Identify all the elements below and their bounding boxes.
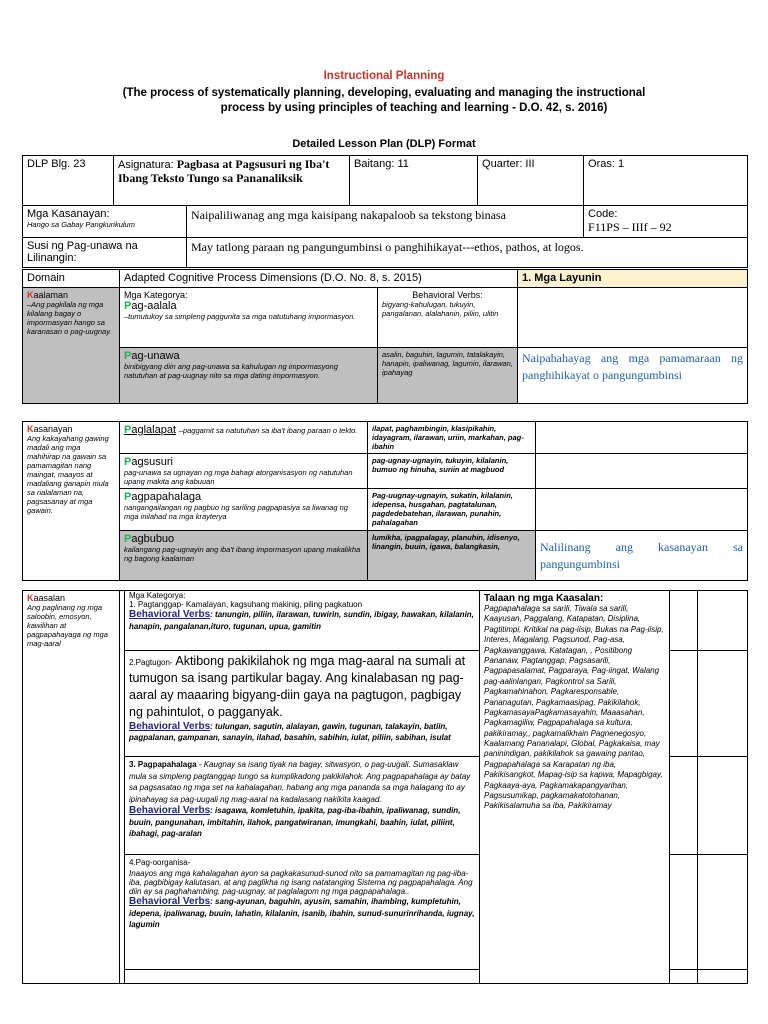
paglalapat-desc: –paggamit sa natutuhan sa iba't ibang paraan o tekto. [178,426,358,435]
kaasalan-grid-2a [670,651,698,757]
document-description [0,86,768,116]
talaan-cell [480,591,670,984]
pag-unawa-layunin: Naipahahayag ang mga pamamaraan ng panghihikayat o pangungumbinsi [518,348,748,404]
pagsusuri-desc: pag-unawa sa ugnayan ng mga bahagi atorganisasyon ng natutuhan upang makita ang kabuuan [124,468,353,486]
kaasalan-grid-1b [698,591,748,651]
pag-oorganisa-bv-label: Behavioral Verbs [129,896,211,908]
kaasalan-grid-4b [698,855,748,970]
kaalaman-desc: –Ang pagkilala ng mga kilalang bagay o impormasyan hango sa karanasan o pag-uugnay. [27,300,112,336]
pagsusuri-cell [120,454,368,489]
pagbubuo-desc: kailangang pag-ugnayin ang iba't ibang impormasyon upang makalikha ng bagong kaalaman [124,545,361,563]
pagpapahalaga-k-title: 3. Pagpapahalaga [129,760,197,769]
pag-aalala-verbs: bigyang-kahulugan, tukuyin, pangalanan, alalahanin, piliin, ulitin [382,300,499,318]
code-cell [584,206,748,238]
kasanayan-table [22,421,748,581]
talaan-text: Pagpapahalaga sa sarili, Tiwala sa sarili, Kaayusan, Paggalang, Katapatan, Disiplina, Pagtitimpi, Kritikal na pag-iisip, Bukas na Pag-iisip, Interes, Magalang, Pagsunod, Pag-asa, Pagkawanggawa, Katatagan, , Positibong Pananaw, Pagtanggap, Pagsasarili, Pagpapasalamat, Pagparaya, Pag-iingat, Walang pag-aalinlangan, Pagkontrol sa Sarili, Pagkamahinahon, Pagkaresponsable, Pananagutan, Pagkamaasipag, Pakikilahok, PagkamasayaPagkamasayahin, Maaasahan, Pagkamagiliw, Pagpapahalaga sa kultura, pakikiramay,, pagkamalikhain Pagnenegosyo, Kaalamang Pananalapi, Global, Pagkakaisa, may paninindigan, pakikilahok sa gawaing pantao, Pagpapahalaga sa Karapatan ng iba, Pakikisangkot, Mapag-isip sa kapwa, Mapagbigay, Pagkaaya-aya, Pagkamakapangyarihan, Pagsusumikap, pagkamakatotohanan, Pakikisalamuha sa iba, Pakikiramay [484,604,664,811]
pagtanggap-title: 1. Pagtanggap- Kamalayan, kagsuhang makinig, piling pagkatuon [129,600,363,609]
oras-cell: Oras: 1 [584,156,748,206]
pagpapahalaga-k-desc: - Kaugnay sa isang tiyak na bagay, sitwasyon, o pag-uugali. Sumasaklaw mula sa simpleng pagtanggap tungo sa kumplikadong pakikilahok. Ang pagpapahalaga ay batay sa pagsasatao ng mga set na kahalagahan, habang ang mga pananda sa mga halagang ito ay ipinahayag sa pag-uugali ng mag-aaral na kadalasang nakikita kaagad. [129,760,471,804]
pag-unawa-verbs: asalin, baguhin, lagumin, tatalakayin, hanapin, ipaliwanag, lagumin, ilarawan, ipahayag [378,348,518,404]
kasanayan-label: Mga Kasanayan: [27,208,110,220]
description-line-1: (The process of systematically planning, developing, evaluating and managing the instructional [122,87,646,99]
document-title: Instructional Planning [323,70,445,82]
kasanayan-desc: Ang kakayahang gawing madali ang mga mahihirap na gawain sa pamamagitan nang maingat, maayos at madaliang ganapin mula sa nalalaman na, pagsasanay at mga gawain. [27,434,109,515]
adapted-header: Adapted Cognitive Process Dimensions (D.O. No. 8, s. 2015) [120,270,518,288]
talaan-label: Talaan ng mga Kaasalan: [484,593,604,604]
kaasalan-table [22,590,748,984]
pag-aalala-layunin [518,288,748,348]
behavioral-verbs-label: Behavioral Verbs: [412,290,483,300]
domain-header: Domain [23,270,120,288]
code-label: Code: [588,208,618,220]
kaasalan-desc: Ang paglinang ng mga saloobin, emosyon, kawilihan at pagpapahayaga ng mga mag-aaral [27,603,108,648]
susi-value: May tatlong paraan ng pangungumbinsi o panghihikayat---ethos, pathos, at logos. [187,238,748,268]
layunin-header: 1. Mga Layunin [518,270,748,288]
pagtugon-bv: : tulungan, sagutin, alalayan, gawin, tugunan, talakayin, batiin, pagpalanan, gampanan, sanayin, ilahad, basahin, sabihin, iulat, piliin, sabihan, isulat [129,721,451,742]
kaasalan-grid-3a [670,757,698,855]
kaasalan-grid-4a [670,855,698,970]
paglalapat-verbs: ilapat, paghambingin, klasipikahin, idayagram, ilarawan, uriin, markahan, pag-ibahin [368,422,536,454]
baitang-cell: Baitang: 11 [350,156,478,206]
asignatura-value: Pagbasa at Pagsusuri ng Iba't Ibang Teksto Tungo sa Pananaliksik [118,157,330,185]
kasanayan-layunin-empty-2 [536,454,748,489]
dlp-format-title: Detailed Lesson Plan (DLP) Format [292,138,476,150]
dlp-number: DLP Blg. 23 [23,156,114,206]
kaasalan-domain-cell [23,591,120,984]
pag-aalala-desc: –tumutukoy sa simpleng paggunita sa mga natutuhang impormasyon. [124,312,356,321]
asignatura-cell [114,156,350,206]
pagsusuri-title: Pagsusuri [124,456,173,468]
description-line-2: process by using principles of teaching and learning - D.O. 42, s. 2016) [220,102,608,114]
kasanayan-value: Naipaliliwanag ang mga kaisipang nakapaloob sa tekstong binasa [187,206,584,238]
pag-oorganisa-desc: Inaayos ang mga kahalagahan ayon sa pagkakasunud-sunod nito sa pamamagitan ng pag-iiba-iba, pagbibigay kalutasan, at ang paglikha ng isang natatanging Sistema ng pagpapahalaga. Ang diin ay sa paghahambing, pag-uugnay, at paglalagom ng mga pagpapahalaga.. [129,868,473,896]
kasanayan-domain-cell [23,422,120,581]
kaalaman-title: Kaalaman [27,290,69,300]
pagpapahalaga-desc: nangangailangan ng pagbuo ng sariling pagpapasiya sa liwanag ng mga inilahad na mga krayterya [124,503,348,521]
kasanayan-label-cell [23,206,187,238]
pagbubuo-title: Pagbubuo [124,533,175,545]
kaalaman-table [22,269,748,404]
pagbubuo-verbs: lumikha, ipagpalagay, planuhin, idisenyo, linangin, buuin, igawa, balangkasin, [368,531,536,581]
pag-oorganisa-cell [125,855,480,970]
pag-oorganisa-title: 4.Pag-oorganisa- [129,858,191,867]
pagtugon-cell [125,651,480,757]
pag-unawa-cell [120,348,378,404]
pagtugon-bv-label: Behavioral Verbs [129,720,211,732]
kaasalan-title: Kaasalan [27,593,66,603]
pagpapahalaga-cell [120,489,368,531]
kaasalan-kategorya-label: Mga Kategorya: [129,591,186,600]
info-table [22,155,748,268]
pag-unawa-desc: binibigyang diin ang pag-unawa sa kahulugan ng impormasyong natutuhan at pag-uugnay nito sa mga dating impormasyon. [124,362,338,380]
kaasalan-grid-5a [670,970,698,984]
kasanayan-title: Kasanayan [27,424,73,434]
kaalaman-domain-cell [23,288,120,404]
pagbubuo-cell [120,531,368,581]
pagtanggap-cell [125,591,480,651]
pag-oorganisa-bv: : sang-ayunan, baguhin, ayusin, samahin, ihambing, kumpletuhin, idepena, ipaliwanag, buuin, lahatin, kilalanin, isanib, ibahin, sunud-sunurinrihanda, iugnay, lagumin [129,897,475,930]
kaasalan-grid-3b [698,757,748,855]
pag-aalala-title: Pag-aalala [124,300,177,312]
quarter-cell: Quarter: III [478,156,584,206]
kaasalan-grid-2b [698,651,748,757]
kaasalan-grid-1a [670,591,698,651]
paglalapat-title: Paglalapat [124,424,176,436]
code-value: F11PS – IIIf – 92 [588,220,672,234]
pag-aalala-verbs-cell [378,288,518,348]
kasanayan-layunin-empty-1 [536,422,748,454]
kasanayan-layunin: Nalilinang ang kasanayan sa pangungumbinsi [536,531,748,581]
pagpapahalaga-kaasalan-cell [125,757,480,855]
pag-unawa-title: Pag-unawa [124,350,180,362]
susi-label: Susi ng Pag-unawa na Lilinangin: [23,238,187,268]
paglalapat-cell [120,422,368,454]
pagpapahalaga-k-bv: : isagawa, komletuhin, ipakita, pag-iba-ibahin, ipaliwanag, sundin, buuin, pangunahan, imbitahin, ilahok, pangatwiranan, imungkahi, baahin, iulat, piliint, ibahagi, pag-aralan [129,806,461,838]
pagtanggap-bv: : tanungin, piliin, ilarawan, tuwirin, sundin, ibigay, hawakan, kilalanin, hanapin, pangalanan,ituro, tugunan, upua, gamitin [129,610,474,631]
pagtugon-big: Aktibong pakikilahok ng mga mag-aaral na sumali at tumugon sa isang partikular bagay. Ang kinalabasan ng pag-aaral ay maaaring bigyang-diin gaya na pagtugon, pagbigay ng pahintulot, o pagganyak. [129,654,466,719]
kasanayan-layunin-empty-3 [536,489,748,531]
kaasalan-grid-5b [698,970,748,984]
pagpapahalaga-k-bv-label: Behavioral Verbs [129,805,211,816]
pagtanggap-bv-label: Behavioral Verbs [129,609,211,620]
pagpapahalaga-title: Pagpapahalaga [124,491,202,503]
kategorya-label: Mga Kategorya: [124,290,188,300]
asignatura-label: Asignatura: [118,159,177,171]
pagsusuri-verbs: pag-ugnay-ugnayin, tukuyin, kilalanin, bumuo ng hinuha, suriin at magbuod [368,454,536,489]
pagpapahalaga-verbs: Pag-uugnay-ugnayin, sukatin, kilalanin, idepensa, husgahan, pagtatalunan, pagdedebatehan, ilarawan, punahin, pahalagahan [368,489,536,531]
pag-aalala-cell [120,288,378,348]
pagtugon-title: 2.Pagtugon- [129,658,173,667]
kaasalan-bottom-row [125,970,480,984]
kasanayan-sub: Hango sa Gabay Pangkurikulum [27,220,135,229]
